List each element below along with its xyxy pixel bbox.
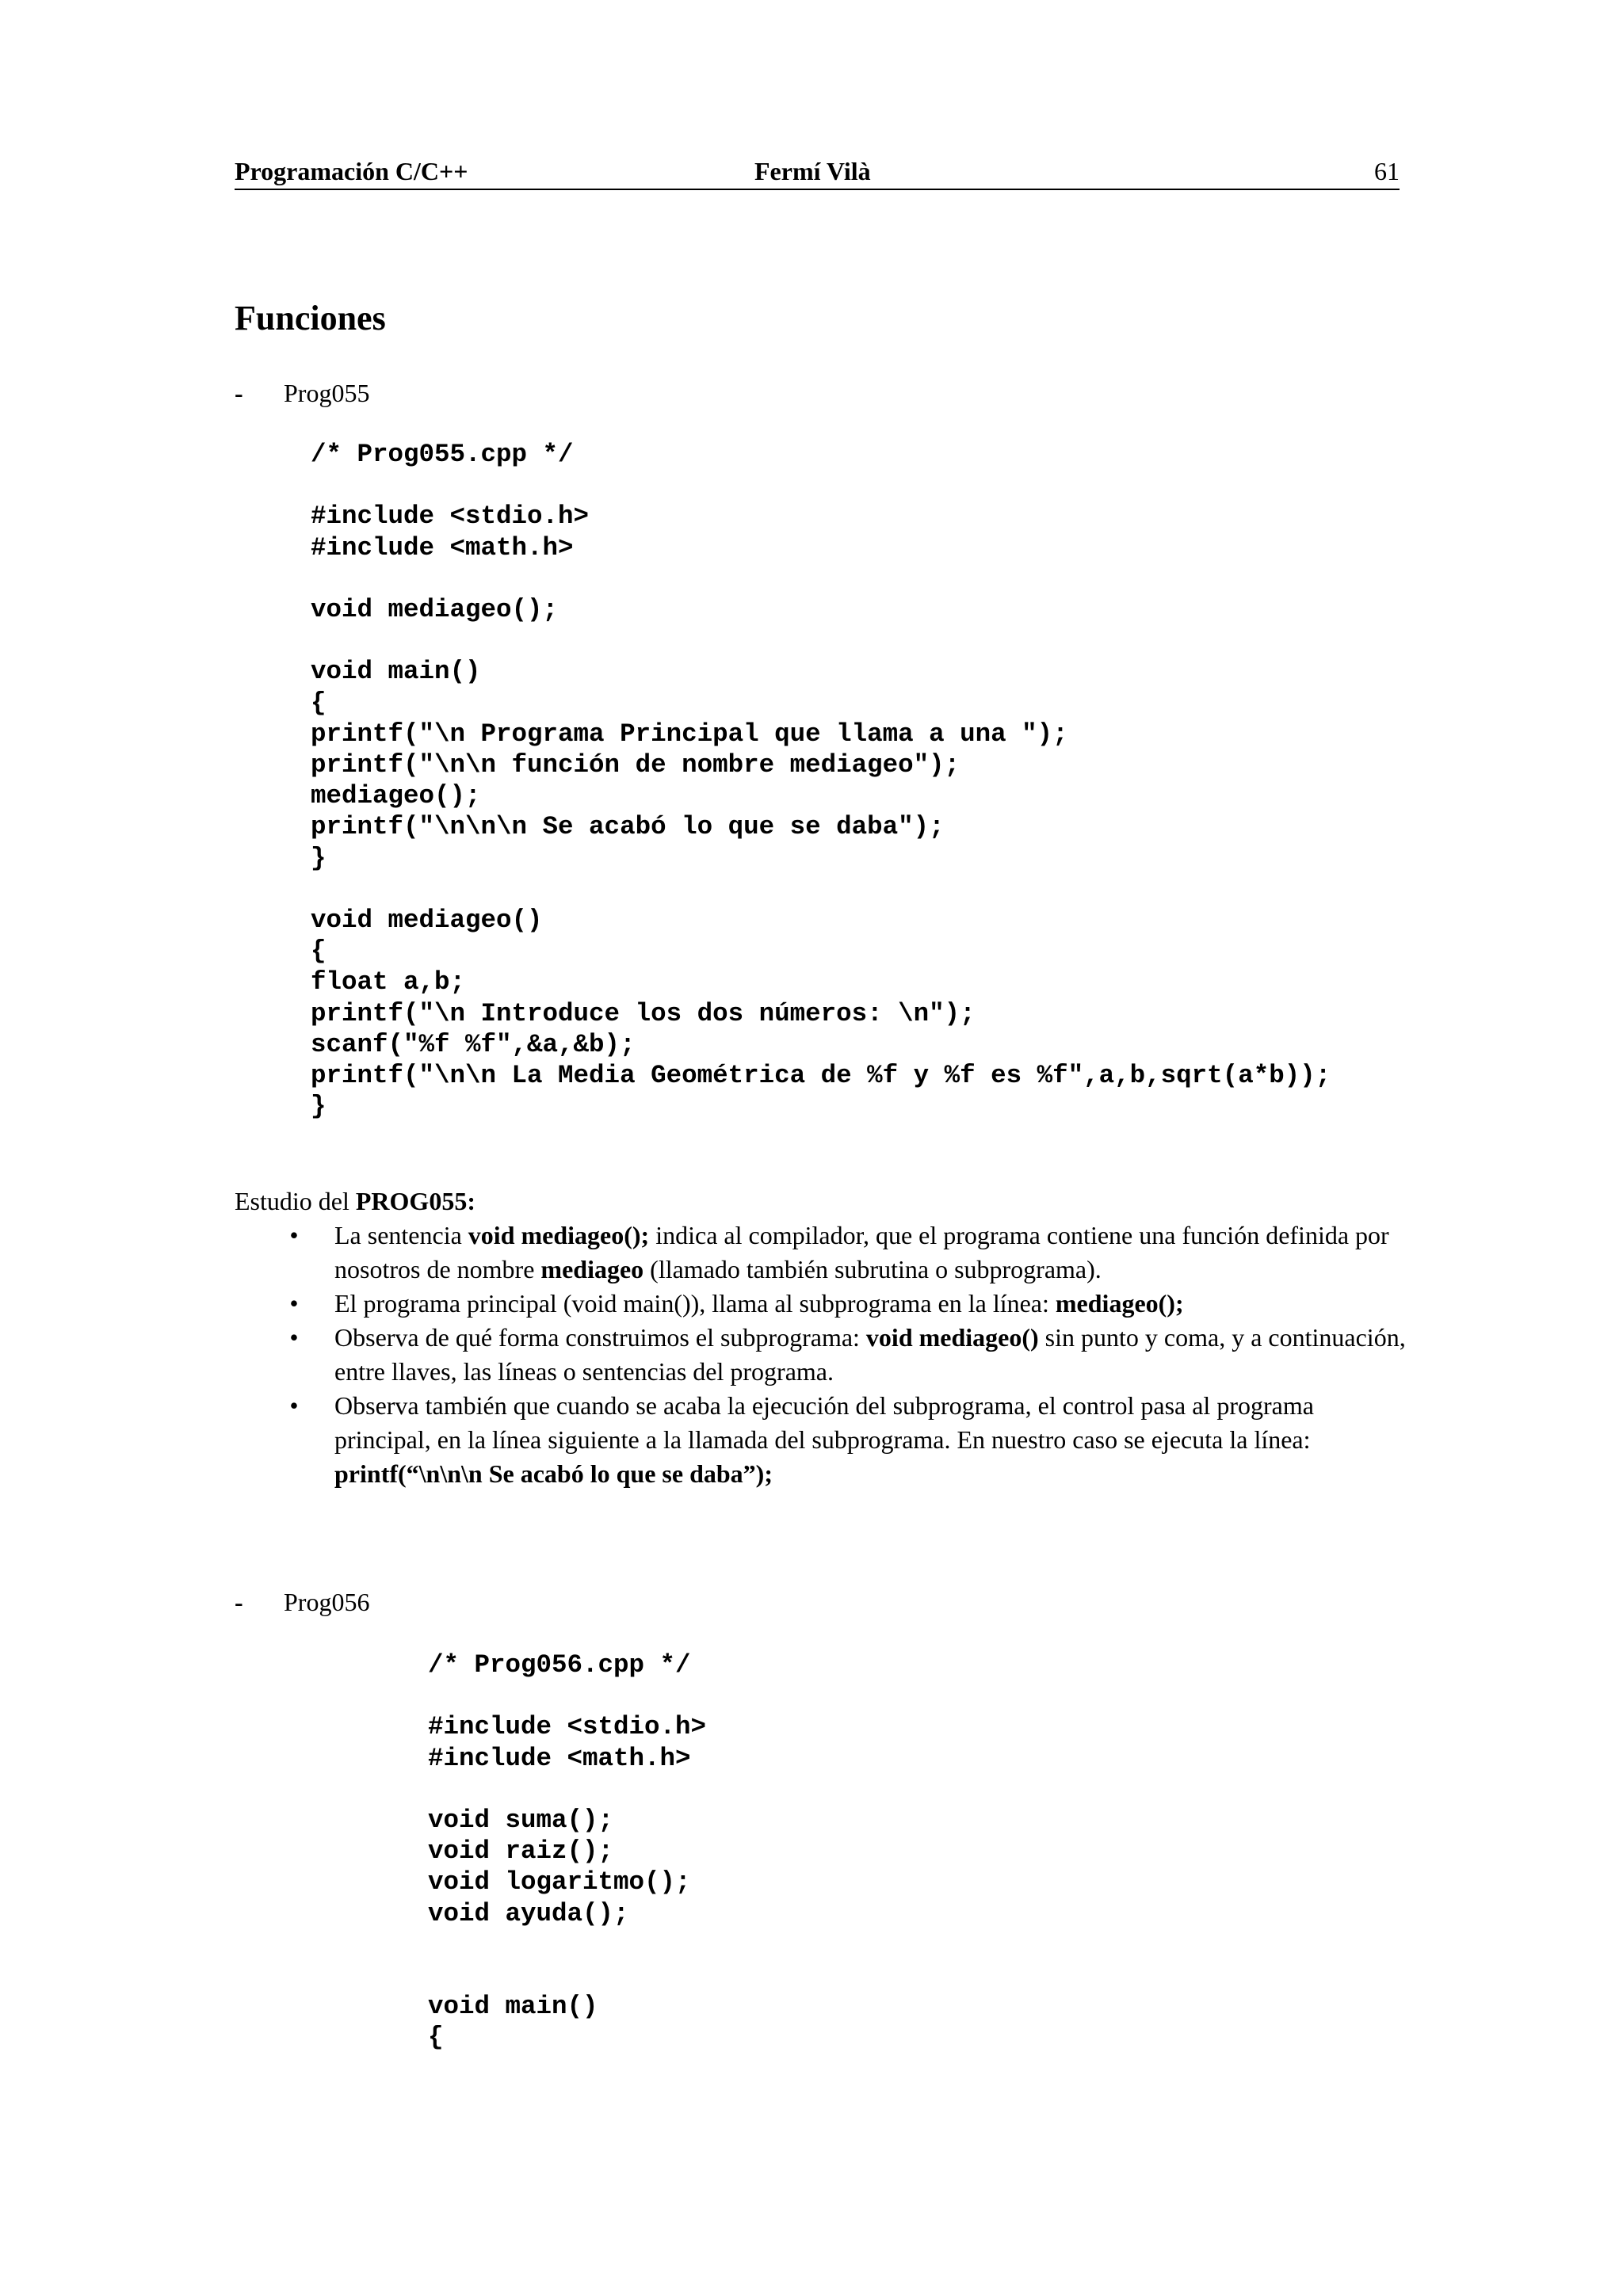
header-book-title: Programación C/C++ (235, 157, 468, 185)
header-page-number: 61 (1374, 157, 1400, 185)
study-heading-program: PROG055: (355, 1187, 475, 1215)
study-bullet: • Observa de qué forma construimos el subprograma: void mediageo() sin punto y coma, y a continuación, entre llaves, las líneas o sentencias del programa. (235, 1321, 1407, 1389)
section-title: Funciones (235, 299, 386, 338)
bullet-dot: • (289, 1323, 299, 1352)
code-block-prog056: /* Prog056.cpp */ #include <stdio.h> #include <math.h> void suma(); void raiz(); void logaritmo(); void ayuda(); void main() { (428, 1650, 707, 2053)
study-bullet: • El programa principal (void main()), llama al subprograma en la línea: mediageo(); (235, 1287, 1407, 1321)
study-bullet: • La sentencia void mediageo(); indica al compilador, que el programa contiene una función definida por nosotros de nombre mediageo (llamado también subrutina o subprograma). (235, 1219, 1407, 1287)
header-author: Fermí Vilà (754, 157, 871, 185)
study-heading-prefix: Estudio del (235, 1187, 356, 1215)
header-rule (235, 189, 1400, 190)
bullet-dot: • (289, 1391, 299, 1420)
code-block-prog055: /* Prog055.cpp */ #include <stdio.h> #include <math.h> void mediageo(); void main() { printf("\n Programa Principal que llama a una "); printf("\n\n función de nombre mediageo"); mediageo(); printf("\n\n\n Se acabó lo que se daba"); } void mediageo() { float a,b; printf("\n Introduce los dos números: \n"); scanf("%f %f",&a,&b); printf("\n\n La Media Geométrica de %f y %f es %f",a,b,sqrt(a*b)); } (311, 440, 1331, 1122)
list-dash: - (235, 1588, 243, 1616)
program-label-prog056: Prog056 (284, 1588, 370, 1616)
program-label-prog055: Prog055 (284, 379, 370, 407)
list-dash: - (235, 379, 243, 407)
study-bullet-list (235, 1219, 1407, 1491)
bullet-dot: • (289, 1221, 299, 1249)
study-heading (235, 1185, 475, 1217)
study-bullet: • Observa también que cuando se acaba la ejecución del subprograma, el control pasa al programa principal, en la línea siguiente a la llamada del subprograma. En nuestro caso se ejecuta la línea: printf(“\n\n\n Se acabó lo que se daba”); (235, 1389, 1407, 1491)
bullet-dot: • (289, 1289, 299, 1318)
